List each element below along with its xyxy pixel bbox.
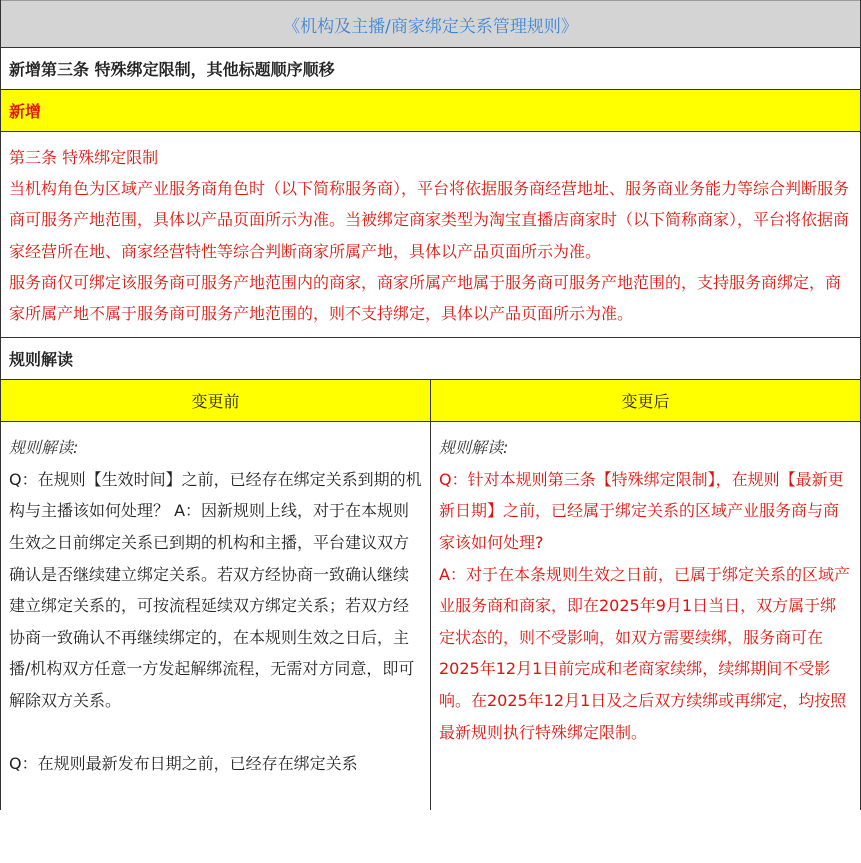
document-title[interactable]: 《机构及主播/商家绑定关系管理规则》 (1, 0, 860, 48)
reading-label-after: 规则解读: (439, 438, 509, 458)
qa-before-1: Q：在规则【生效时间】之前，已经存在绑定关系到期的机构与主播该如何处理？ A：因新规则上线，对于在本规则生效之日前绑定关系已到期的机构和主播，平台建议双方确认是否继续建立绑定关系。若双方经协商一致确认继续建立绑定关系的，可按流程延续双方绑定关系；若双方经协商一致确认不再继续绑定的，在本规则生效之日后，主播/机构双方任意一方发起解绑流程，无需对方同意，即可解除双方关系。 (9, 469, 422, 710)
question-after: Q：针对本规则第三条【特殊绑定限制】，在规则【最新更新日期】之前，已经属于绑定关系的区域产业服务商与商家该如何处理? (439, 469, 844, 552)
column-body-before (1, 422, 430, 810)
article-paragraph-2: 服务商仅可绑定该服务商可服务产地范围内的商家，商家所属产地属于服务商可服务产地范围的，支持服务商绑定，商家所属产地不属于服务商可服务产地范围的，则不支持绑定，具体以产品页面所示为准。 (9, 272, 842, 324)
change-notice: 新增第三条 特殊绑定限制，其他标题顺序顺移 (1, 48, 860, 90)
column-header-before: 变更前 (1, 380, 430, 422)
column-before (1, 380, 431, 810)
column-header-after: 变更后 (431, 380, 860, 422)
reading-label-before: 规则解读: (9, 438, 79, 458)
article-three (1, 132, 860, 338)
answer-after: A：对于在本条规则生效之日前，已属于绑定关系的区域产业服务商和商家，即在2025年9月1日当日，双方属于绑定状态的，则不受影响，如双方需要续绑，服务商可在2025年12月1日前完成和老商家续绑，续绑期间不受影响。在2025年12月1日及之后双方续绑或再绑定，均按照最新规则执行特殊绑定限制。 (439, 564, 850, 742)
new-section-label: 新增 (1, 90, 860, 132)
comparison-table (1, 380, 860, 810)
qa-before-2: Q：在规则最新发布日期之前，已经存在绑定关系 (9, 754, 358, 774)
column-after (431, 380, 860, 810)
article-paragraph-1: 当机构角色为区域产业服务商角色时（以下简称服务商），平台将依据服务商经营地址、服务商业务能力等综合判断服务商可服务产地范围，具体以产品页面所示为准。当被绑定商家类型为淘宝直播店商家时（以下简称商家），平台将依据商家经营所在地、商家经营特性等综合判断商家所属产地，具体以产品页面所示为准。 (9, 179, 850, 261)
rule-reading-title: 规则解读 (1, 338, 860, 380)
column-body-after (431, 422, 860, 810)
article-heading: 第三条 特殊绑定限制 (9, 148, 159, 167)
